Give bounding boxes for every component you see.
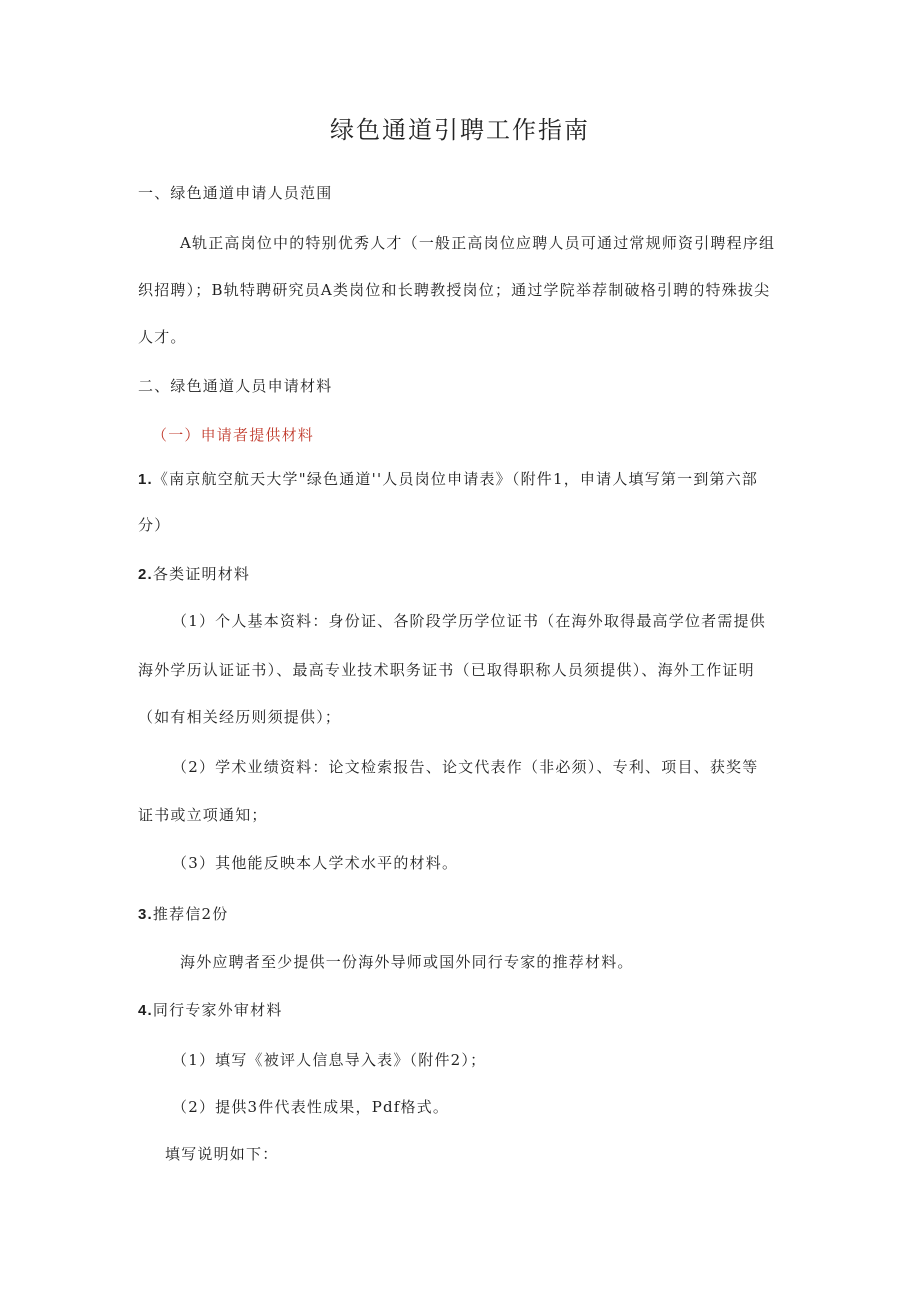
item1-number: 1. bbox=[138, 471, 153, 488]
section1-para-line2: 织招聘）；B轨特聘研究员A类岗位和长聘教授岗位；通过学院举荐制破格引聘的特殊拔尖 bbox=[138, 281, 771, 299]
item1-line2: 分） bbox=[138, 516, 171, 534]
item2-sub1-line1: （1）个人基本资料：身份证、各阶段学历学位证书（在海外取得最高学位者需提供 bbox=[172, 612, 766, 630]
item1-text: 《南京航空航天大学"绿色通道''人员岗位申请表》（附件1，申请人填写第一到第六部 bbox=[152, 470, 759, 488]
item4-title: 同行专家外审材料 bbox=[152, 1001, 283, 1019]
item4-sub2: （2）提供3件代表性成果，Pdf格式。 bbox=[172, 1098, 450, 1116]
section1-para-line3: 人才。 bbox=[138, 328, 187, 346]
item4-sub1: （1）填写《被评人信息导入表》（附件2）； bbox=[172, 1051, 487, 1069]
item4-number: 4. bbox=[138, 1002, 153, 1019]
item3-heading bbox=[138, 903, 228, 924]
item3-text: 海外应聘者至少提供一份海外导师或国外同行专家的推荐材料。 bbox=[180, 953, 634, 971]
section1-heading: 一、绿色通道申请人员范围 bbox=[138, 184, 333, 202]
item2-sub2-line2: 证书或立项通知； bbox=[138, 806, 268, 824]
document-title: 绿色通道引聘工作指南 bbox=[330, 116, 590, 144]
item2-sub2-line1: （2）学术业绩资料：论文检索报告、论文代表作（非必须）、专利、项目、获奖等 bbox=[172, 758, 759, 776]
item2-heading bbox=[138, 563, 250, 584]
section1-para-line1: A轨正高岗位中的特别优秀人才（一般正高岗位应聘人员可通过常规师资引聘程序组 bbox=[180, 234, 776, 252]
section2-heading: 二、绿色通道人员申请材料 bbox=[138, 377, 333, 395]
item2-sub3: （3）其他能反映本人学术水平的材料。 bbox=[172, 854, 459, 872]
item2-sub1-line3: （如有相关经历则须提供）； bbox=[138, 708, 342, 726]
item2-title: 各类证明材料 bbox=[152, 565, 251, 583]
item2-number: 2. bbox=[138, 566, 153, 583]
item1-line1 bbox=[138, 468, 758, 489]
item3-title: 推荐信2份 bbox=[152, 905, 229, 923]
item4-heading bbox=[138, 999, 283, 1020]
item2-sub1-line2: 海外学历认证证书）、最高专业技术职务证书（已取得职称人员须提供）、海外工作证明 bbox=[138, 661, 755, 679]
item3-number: 3. bbox=[138, 906, 153, 923]
item4-note: 填写说明如下： bbox=[165, 1145, 279, 1163]
section2-subheading: （一）申请者提供材料 bbox=[152, 426, 315, 444]
